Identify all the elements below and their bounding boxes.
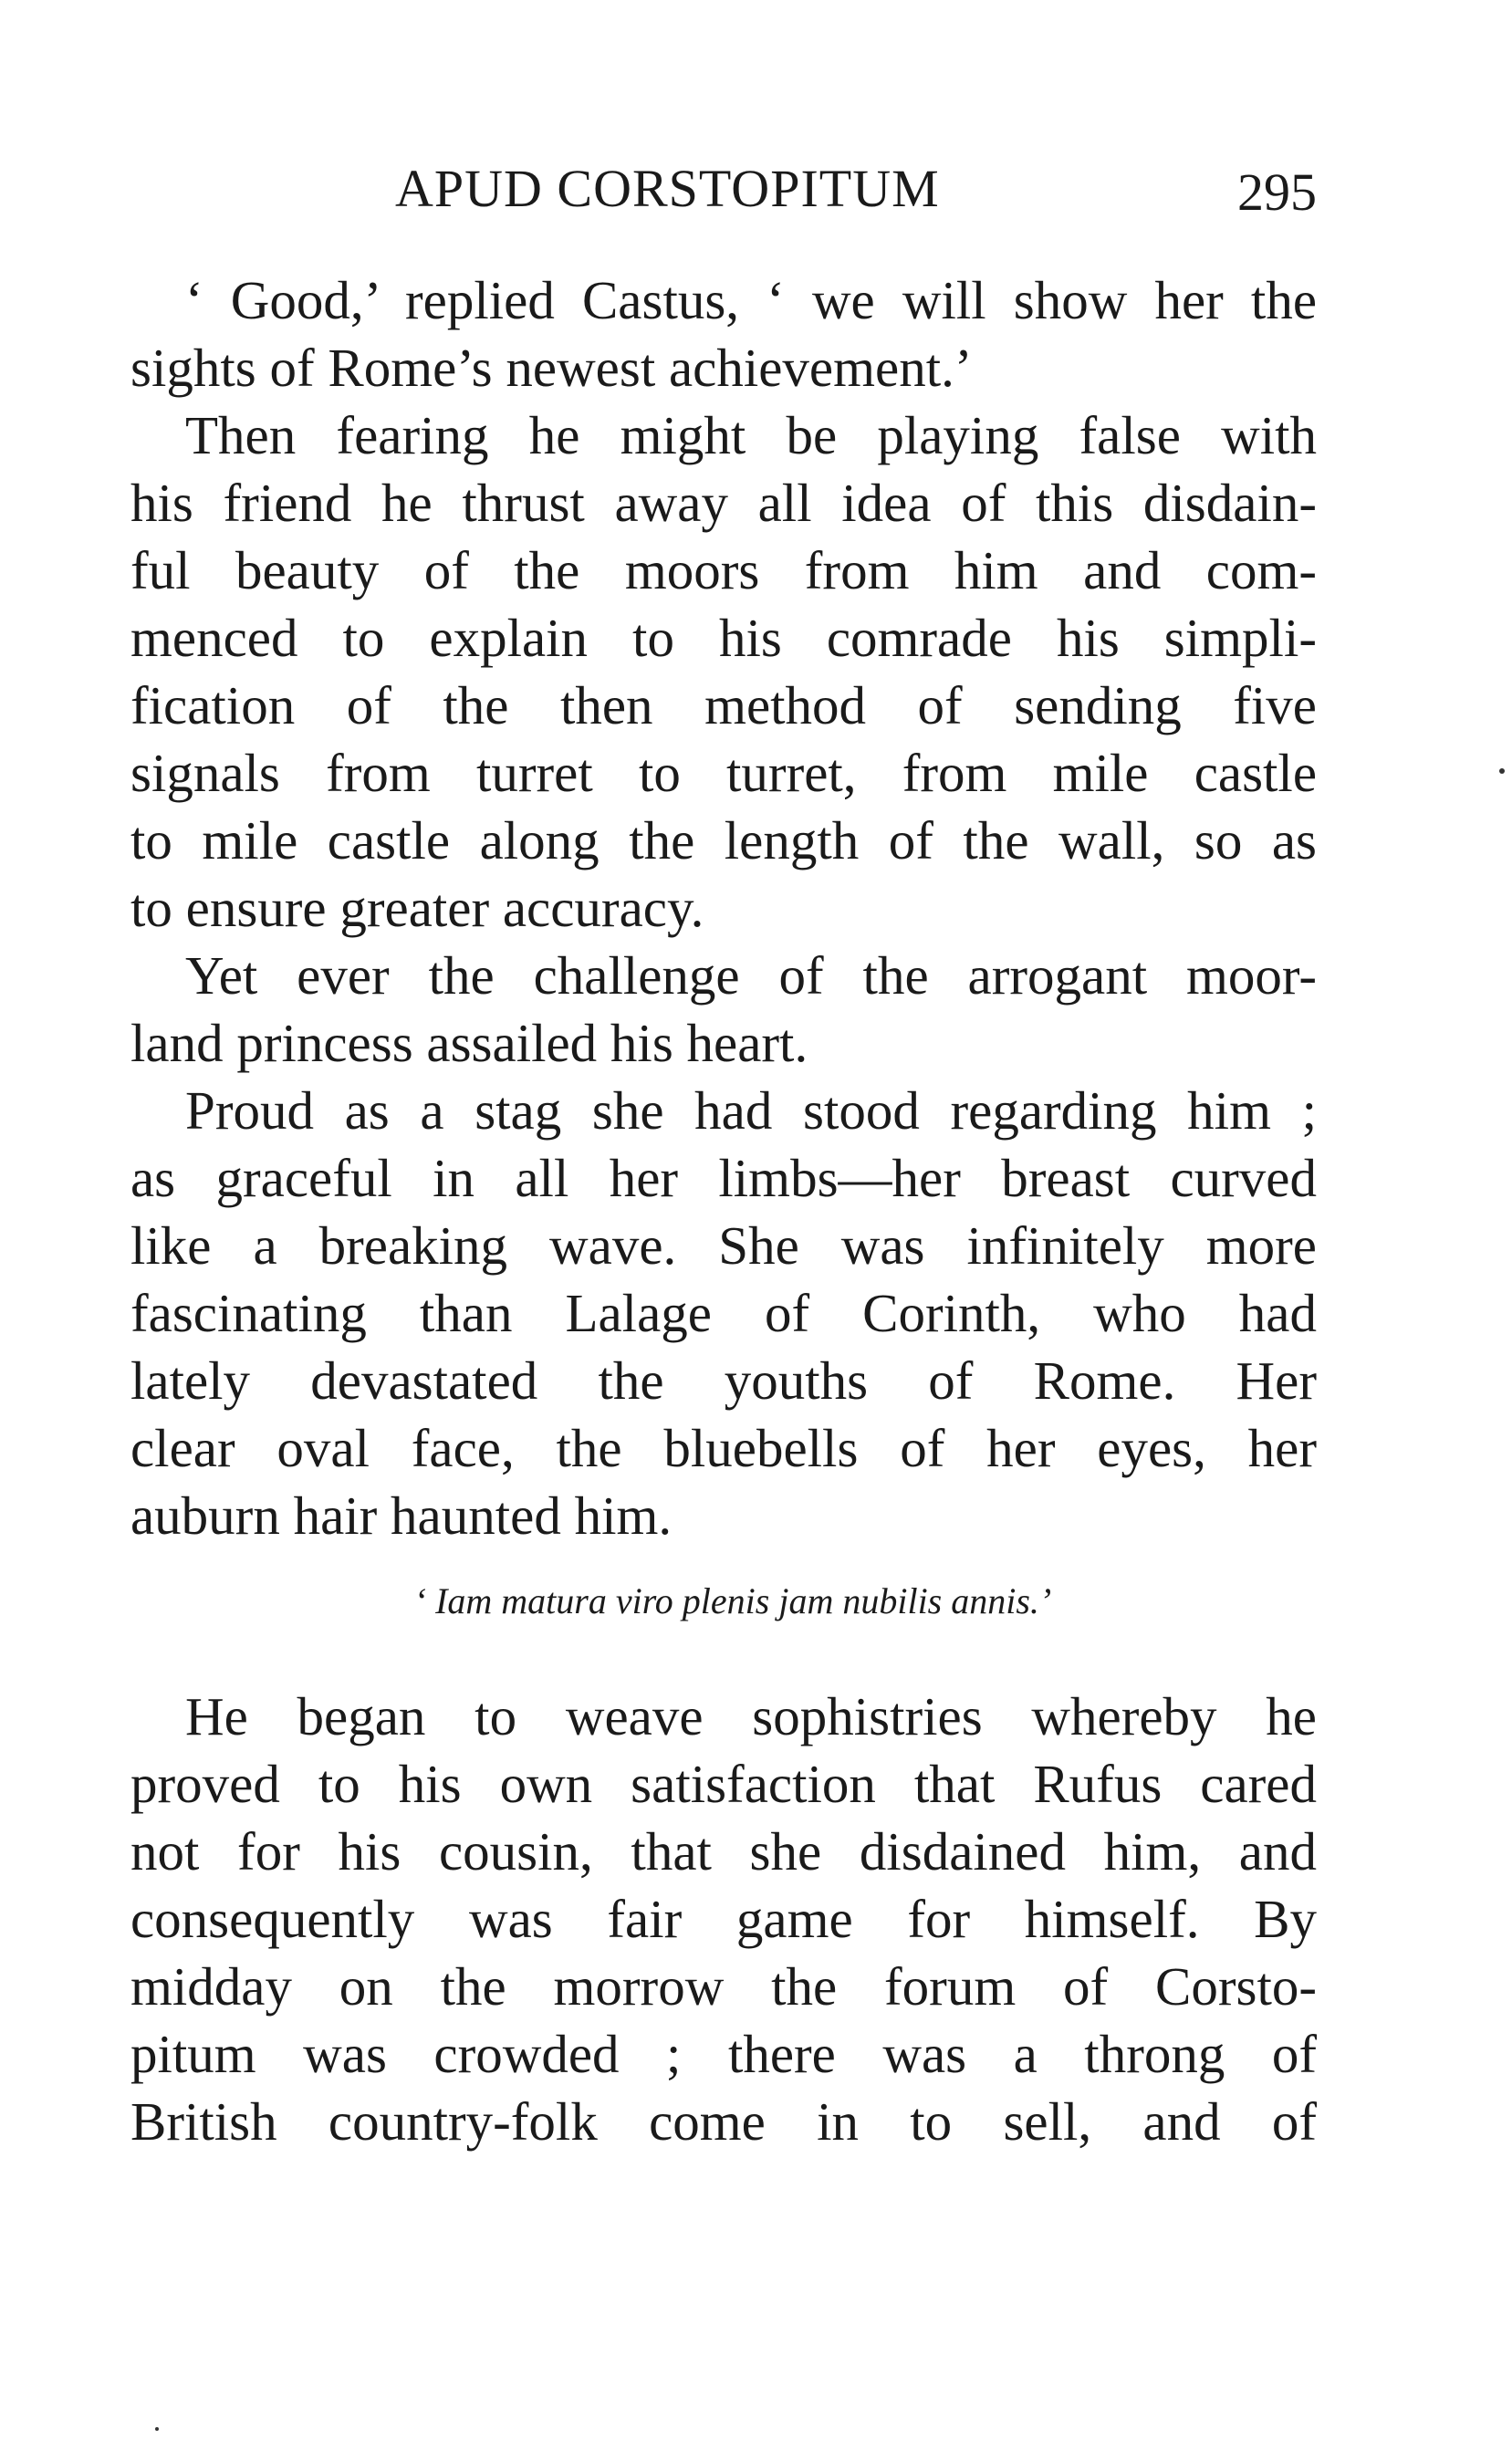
text-line: sights of Rome’s newest achievement.’ xyxy=(130,338,973,398)
text-line: auburn hair haunted him. xyxy=(130,1485,673,1546)
page-number: 295 xyxy=(1237,162,1317,222)
text-line: clear oval face, the bluebells of her eyes, her xyxy=(130,1418,1317,1478)
text-line: Proud as a stag she had stood regarding him ; xyxy=(185,1080,1317,1141)
latin-quotation: ‘ Iam matura viro plenis jam nubilis annis.’ xyxy=(413,1580,1052,1621)
text-line: fascinating than Lalage of Corinth, who had xyxy=(130,1283,1317,1343)
text-line: to mile castle along the length of the wall, so as xyxy=(130,810,1317,870)
running-title: APUD CORSTOPITUM xyxy=(395,159,940,218)
print-speck xyxy=(155,2427,159,2431)
text-line: Yet ever the challenge of the arrogant moor- xyxy=(185,945,1317,1006)
text-line: ful beauty of the moors from him and com- xyxy=(130,540,1317,600)
text-line: as graceful in all her limbs—her breast curved xyxy=(130,1148,1317,1208)
body-text xyxy=(130,266,1317,2155)
text-line: proved to his own satisfaction that Rufus cared xyxy=(130,1754,1317,1814)
running-header xyxy=(130,157,1317,221)
text-line: to ensure greater accuracy. xyxy=(130,878,704,938)
text-line: his friend he thrust away all idea of this disdain- xyxy=(130,473,1317,533)
text-line: like a breaking wave. She was infinitely more xyxy=(130,1215,1317,1276)
text-line: signals from turret to turret, from mile castle xyxy=(130,743,1317,803)
text-line: ‘ Good,’ replied Castus, ‘ we will show her the xyxy=(185,270,1317,330)
text-line: midday on the morrow the forum of Corsto- xyxy=(130,1956,1317,2017)
text-line: menced to explain to his comrade his simpli- xyxy=(130,608,1317,668)
text-line: fication of the then method of sending five xyxy=(130,675,1317,735)
text-line: He began to weave sophistries whereby he xyxy=(185,1686,1317,1746)
text-line: land princess assailed his heart. xyxy=(130,1013,808,1073)
print-speck xyxy=(1499,768,1505,774)
text-line: British country-folk come in to sell, and of xyxy=(130,2091,1317,2152)
text-line: not for his cousin, that she disdained him, and xyxy=(130,1821,1317,1881)
text-line: consequently was fair game for himself. By xyxy=(130,1889,1317,1949)
text-line: Then fearing he might be playing false with xyxy=(185,405,1317,465)
text-line: pitum was crowded ; there was a throng of xyxy=(130,2024,1317,2084)
text-line: lately devastated the youths of Rome. Her xyxy=(130,1350,1317,1411)
